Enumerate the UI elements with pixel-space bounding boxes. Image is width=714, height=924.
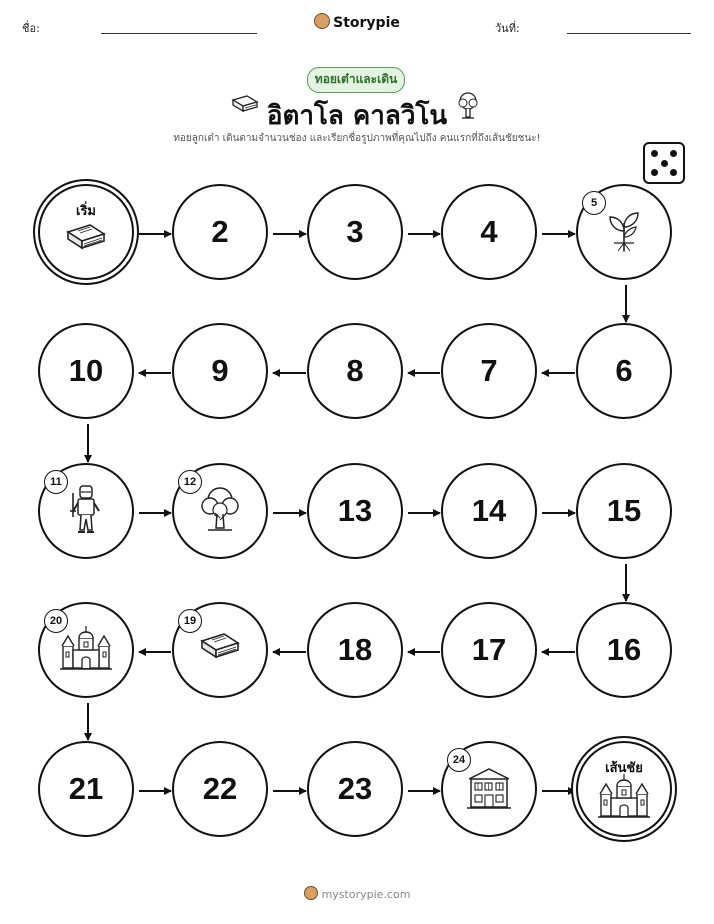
book-icon [64,222,108,260]
sprout-icon [604,207,644,257]
number-space [172,184,268,280]
number-space [38,323,134,419]
space-number: 5 [582,191,606,215]
footer-url: mystorypie.com [321,888,411,901]
space-number: 11 [44,470,68,494]
number-space [172,323,268,419]
space-number: 6 [615,353,633,388]
castle-icon [597,772,651,824]
picture-space [172,602,268,698]
space-number: 8 [346,353,364,388]
space-number: 3 [346,214,364,249]
number-space [307,323,403,419]
date-label: วันที่: [495,22,520,35]
finish-space [576,741,672,837]
space-number: 14 [471,493,507,528]
knight-icon [69,483,103,539]
book-icon [198,631,242,669]
number-space [307,184,403,280]
footer [0,886,714,901]
space-number: 23 [337,771,373,806]
start-label: เริ่ม [76,204,96,219]
start-space [38,184,134,280]
game-type-badge: ทอยเต๋าและเดิน [307,67,405,93]
number-space [307,463,403,559]
number-space [307,741,403,837]
space-number: 15 [606,493,642,528]
space-number: 22 [202,771,238,806]
space-number: 16 [606,632,642,667]
number-space [38,741,134,837]
picture-space [172,463,268,559]
space-number: 18 [337,632,373,667]
picture-space [441,741,537,837]
picture-space [576,184,672,280]
number-space [307,602,403,698]
space-number: 19 [178,609,202,633]
instructions: ทอยลูกเต๋า เดินตามจำนวนช่อง และเรียกชื่อรูปภาพที่คุณไปถึง คนแรกที่ถึงเส้นชัยชนะ! [173,133,541,144]
number-space [441,323,537,419]
brand-name: Storypie [333,15,400,31]
number-space [441,602,537,698]
tree-icon [198,484,242,538]
number-space [441,463,537,559]
page-title: อิตาโล คาลวิโน [266,101,448,131]
space-number: 4 [480,214,498,249]
finish-label: เส้นชัย [605,761,643,776]
space-number: 13 [337,493,373,528]
name-label: ชื่อ: [22,22,40,35]
space-number: 10 [68,353,104,388]
space-number: 20 [44,609,68,633]
castle-icon [59,624,113,676]
space-number: 2 [211,214,229,249]
number-space [576,323,672,419]
number-space [576,463,672,559]
number-space [172,741,268,837]
space-number: 7 [480,353,498,388]
space-number: 24 [447,748,471,772]
space-number: 21 [68,771,104,806]
space-number: 9 [211,353,229,388]
space-number: 12 [178,470,202,494]
number-space [576,602,672,698]
picture-space [38,463,134,559]
picture-space [38,602,134,698]
space-number: 17 [471,632,507,667]
building-icon [465,763,513,815]
number-space [441,184,537,280]
bear-icon [304,886,318,900]
